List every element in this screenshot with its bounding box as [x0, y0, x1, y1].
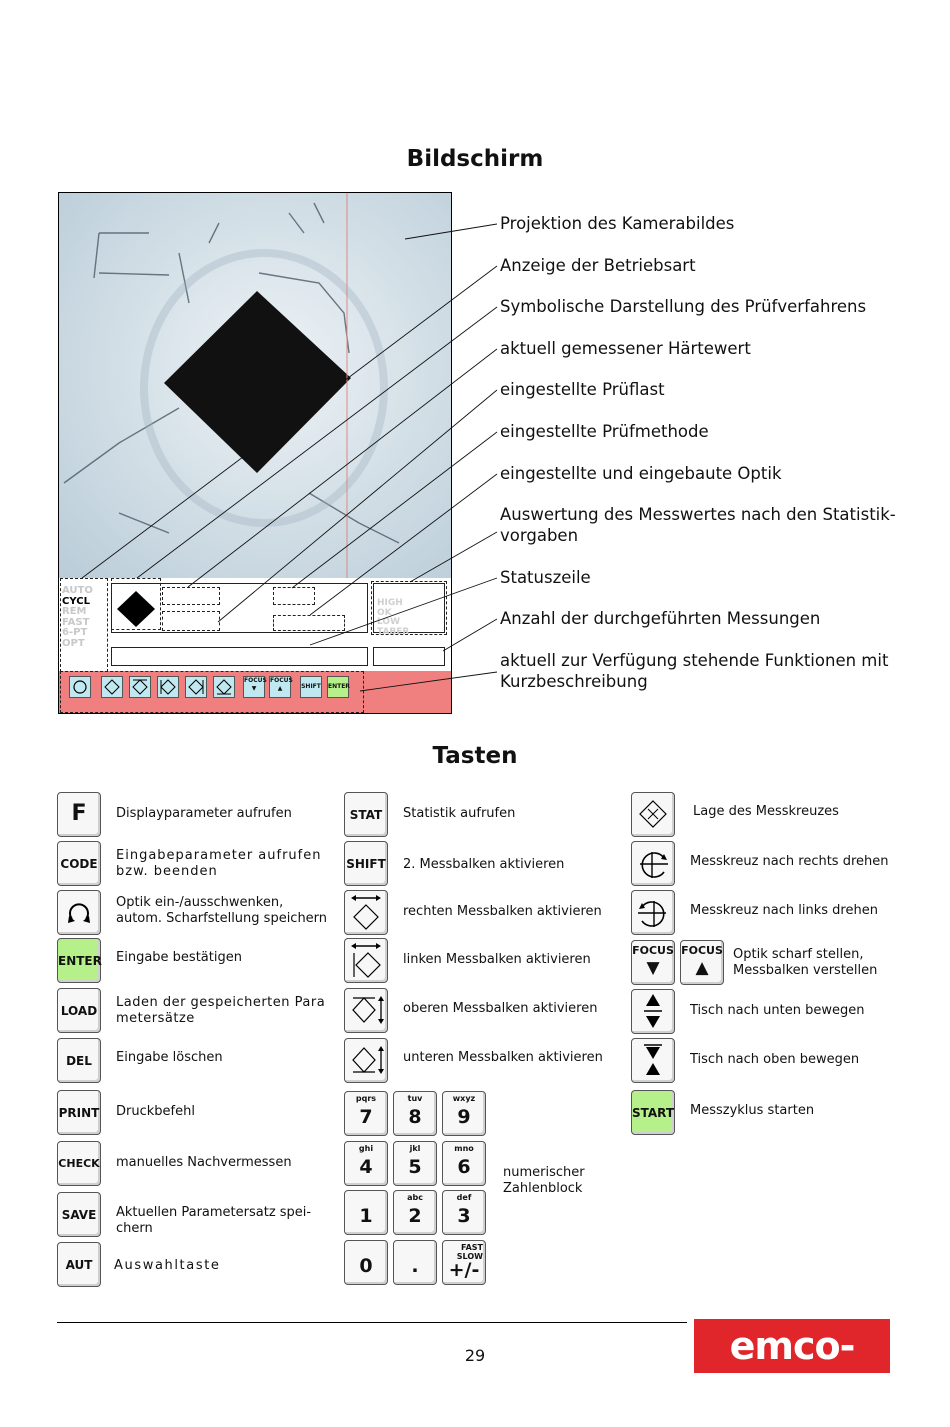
crosshair-rotate-left-key[interactable] — [631, 890, 675, 935]
numpad-key[interactable] — [442, 1091, 486, 1136]
table-up-key[interactable] — [631, 1038, 675, 1083]
mode-item: AUTO — [62, 585, 93, 596]
numpad-key-sub: tuv — [407, 1094, 423, 1103]
crosshair-rotate-right-icon — [632, 842, 674, 885]
focus-down-key[interactable]: FOCUS ▼ — [631, 940, 675, 985]
fkey-enter: ENTER — [327, 676, 349, 698]
fkey-crosshair — [213, 676, 235, 698]
callout-label: Auswertung des Messwertes nach den Statistik- vorgaben — [500, 505, 896, 545]
fkey-bottom-bar — [185, 676, 207, 698]
numpad-key[interactable] — [442, 1141, 486, 1186]
left-bar-desc: linken Messbalken aktivieren — [403, 952, 591, 967]
stat-key[interactable]: STAT — [344, 792, 388, 837]
crosshair-rotate-left-icon — [632, 891, 674, 934]
check-key[interactable]: CHECK — [57, 1141, 101, 1186]
numpad-key[interactable] — [344, 1141, 388, 1186]
camera-image — [59, 193, 451, 578]
fkey-left-bar — [129, 676, 151, 698]
numpad-key-main: 1 — [359, 1205, 373, 1227]
crosshair-rotate-right-desc: Messkreuz nach rechts drehen — [690, 854, 889, 869]
callout-label: eingestellte Prüfmethode — [500, 422, 709, 441]
callout-label: Anzeige der Betriebsart — [500, 256, 696, 275]
f-key-desc: Displayparameter aufrufen — [116, 806, 292, 821]
emco-test-logo: emco-TEST — [694, 1319, 890, 1373]
print-key[interactable]: PRINT — [57, 1090, 101, 1135]
test-method-field — [273, 587, 315, 605]
table-up-desc: Tisch nach oben bewegen — [690, 1052, 860, 1067]
bottom-bar-key[interactable] — [344, 1038, 388, 1083]
print-key-desc: Druckbefehl — [116, 1104, 195, 1119]
screen-illustration — [58, 192, 452, 714]
code-key-desc: Eingabeparameter aufrufen bzw. beenden — [116, 848, 322, 879]
hardness-value-field — [162, 587, 220, 605]
mode-frame — [60, 578, 108, 672]
focus-desc: Optik scharf stellen, Messbalken verstellen — [733, 947, 878, 978]
mode-item: 6-PT — [62, 627, 88, 638]
del-key-desc: Eingabe löschen — [116, 1050, 223, 1065]
check-key-desc: manuelles Nachvermessen — [116, 1155, 292, 1170]
mode-item: REM — [62, 606, 87, 617]
right-bar-icon — [345, 891, 387, 934]
crosshair-position-icon — [632, 793, 674, 836]
fkey-focus-down: FOCUS ▼ — [243, 676, 265, 698]
f-key[interactable]: F — [57, 792, 101, 837]
numpad-key[interactable] — [344, 1190, 388, 1235]
numpad-key-main: 0 — [359, 1255, 373, 1277]
save-key-desc: Aktuellen Parametersatz spei- chern — [116, 1205, 312, 1236]
top-bar-desc: oberen Messbalken aktivieren — [403, 1001, 598, 1016]
count-box — [373, 647, 445, 666]
numpad-key[interactable] — [442, 1240, 486, 1285]
numpad-key-sub: FAST SLOW — [456, 1243, 483, 1261]
mode-item: FAST — [62, 616, 90, 628]
fkey-focus-up: FOCUS ▲ — [269, 676, 291, 698]
callout-label: Projektion des Kamerabildes — [500, 214, 735, 233]
callout-label: eingestellte und eingebaute Optik — [500, 464, 782, 483]
numpad-key[interactable] — [442, 1190, 486, 1235]
table-down-key[interactable] — [631, 989, 675, 1034]
aut-key[interactable]: AUT — [57, 1242, 101, 1287]
numpad-key-main: 5 — [408, 1156, 422, 1178]
numpad-key-main: 8 — [408, 1106, 422, 1128]
numpad-key-main: 2 — [408, 1205, 422, 1227]
numpad-key[interactable] — [393, 1141, 437, 1186]
statistics-labels — [377, 599, 409, 637]
enter-key[interactable]: ENTER — [57, 938, 101, 983]
table-down-desc: Tisch nach unten bewegen — [690, 1003, 865, 1018]
fkey-shift: SHIFT — [300, 676, 322, 698]
start-key-desc: Messzyklus starten — [690, 1103, 815, 1118]
callout-label: Statuszeile — [500, 568, 591, 587]
shift-key[interactable]: SHIFT — [344, 841, 388, 886]
code-key[interactable]: CODE — [57, 841, 101, 886]
stat-key-desc: Statistik aufrufen — [403, 806, 516, 821]
numpad-key-sub: def — [456, 1193, 472, 1202]
crosshair-position-key[interactable] — [631, 792, 675, 837]
aut-key-desc: Auswahltaste — [114, 1258, 221, 1273]
mode-item: OPT — [62, 637, 85, 649]
optic-field — [273, 615, 345, 631]
callout-label: eingestellte Prüflast — [500, 380, 665, 399]
crosshair-rotate-right-key[interactable] — [631, 841, 675, 886]
statistics-label: LOW — [377, 617, 400, 627]
numpad-key-sub: pqrs — [355, 1094, 377, 1103]
screen-section-title: Bildschirm — [406, 146, 544, 172]
fkey-optic — [69, 676, 91, 698]
load-key[interactable]: LOAD — [57, 988, 101, 1033]
numpad-key-sub: abc — [407, 1193, 423, 1202]
bottom-bar-desc: unteren Messbalken aktivieren — [403, 1050, 603, 1065]
fkey-top-bar — [157, 676, 179, 698]
del-key[interactable]: DEL — [57, 1038, 101, 1083]
numpad-desc: numerischer Zahlenblock — [503, 1165, 585, 1196]
status-line — [111, 647, 368, 666]
numpad-key[interactable] — [393, 1190, 437, 1235]
page-number: 29 — [464, 1346, 486, 1365]
callout-label: Anzahl der durchgeführten Messungen — [500, 609, 821, 628]
numpad-key-main: 4 — [359, 1156, 373, 1178]
test-load-field — [162, 611, 220, 631]
keys-section-title: Tasten — [432, 743, 518, 769]
numpad-key-main: +/- — [448, 1259, 480, 1281]
numpad-key[interactable] — [344, 1091, 388, 1136]
optic-swing-key[interactable] — [57, 890, 101, 935]
table-up-icon — [632, 1039, 674, 1082]
numpad-key-sub: ghi — [358, 1144, 374, 1153]
footer-rule — [57, 1322, 687, 1323]
statistics-label: HIGH — [377, 598, 403, 608]
statistics-label: TABER — [377, 626, 410, 637]
optic-swing-icon — [58, 891, 100, 934]
numpad-key-main: 9 — [457, 1106, 471, 1128]
top-bar-icon — [345, 989, 387, 1032]
numpad-key[interactable] — [344, 1240, 388, 1285]
focus-up-key[interactable]: FOCUS ▲ — [680, 940, 724, 985]
callout-label: aktuell gemessener Härtewert — [500, 339, 751, 358]
start-key[interactable]: START — [631, 1090, 675, 1135]
enter-key-desc: Eingabe bestätigen — [116, 950, 242, 965]
numpad-key[interactable] — [393, 1091, 437, 1136]
table-down-icon — [632, 990, 674, 1033]
numpad-key[interactable] — [393, 1240, 437, 1285]
numpad-key-main: 3 — [457, 1205, 471, 1227]
numpad-key-sub: jkl — [409, 1144, 421, 1153]
right-bar-key[interactable] — [344, 890, 388, 935]
fkey-right-bar — [101, 676, 123, 698]
load-key-desc: Laden der gespeicherten Para metersätze — [116, 995, 326, 1026]
left-bar-key[interactable] — [344, 938, 388, 983]
callout-label: Symbolische Darstellung des Prüfverfahrens — [500, 297, 867, 316]
callout-label: aktuell zur Verfügung stehende Funktionen mit Kurzbeschreibung — [500, 651, 889, 691]
optic-swing-desc: Optik ein-/ausschwenken, autom. Scharfstellung speichern — [116, 895, 328, 926]
numpad-key-sub: mno — [454, 1144, 474, 1153]
shift-key-desc: 2. Messbalken aktivieren — [403, 857, 565, 872]
numpad-key-main: 6 — [457, 1156, 471, 1178]
crosshair-position-desc: Lage des Messkreuzes — [693, 804, 839, 819]
right-bar-desc: rechten Messbalken aktivieren — [403, 904, 602, 919]
mode-item: CYCL — [62, 595, 90, 607]
statistics-label: OK — [377, 607, 392, 618]
numpad-key-sub: wxyz — [452, 1094, 476, 1103]
crosshair-rotate-left-desc: Messkreuz nach links drehen — [690, 903, 878, 918]
numpad-key-main: 7 — [359, 1106, 373, 1128]
save-key[interactable]: SAVE — [57, 1192, 101, 1237]
left-bar-icon — [345, 939, 387, 982]
top-bar-key[interactable] — [344, 988, 388, 1033]
numpad-key-main: . — [411, 1255, 419, 1277]
diamond-method-icon — [117, 591, 155, 627]
bottom-bar-icon — [345, 1039, 387, 1082]
